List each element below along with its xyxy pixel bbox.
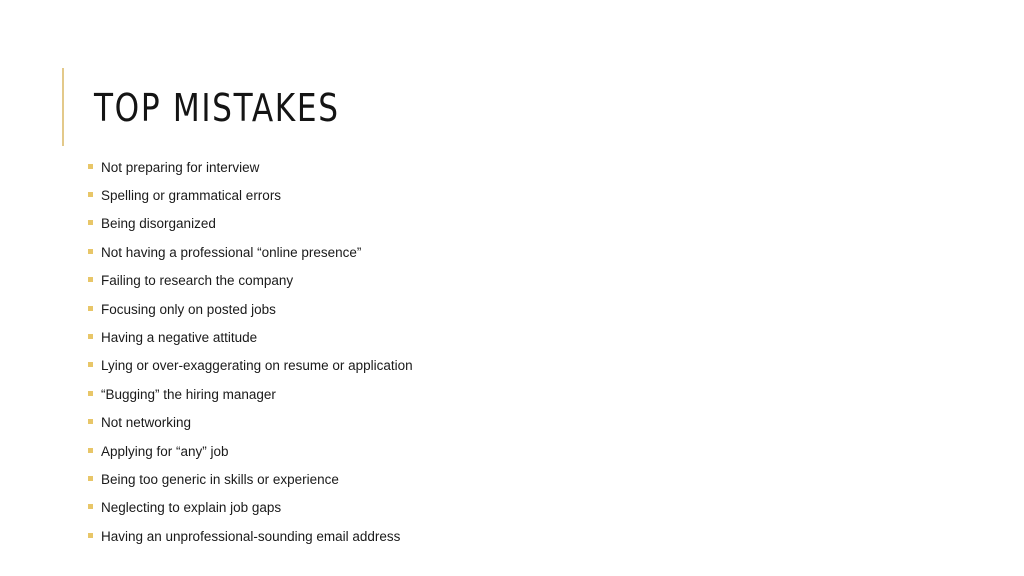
bullet-item — [88, 210, 413, 238]
bullet-item — [88, 267, 413, 295]
square-bullet-icon — [88, 164, 93, 169]
bullet-item — [88, 181, 413, 209]
bullet-item — [88, 465, 413, 493]
bullet-text: Applying for “any” job — [101, 443, 229, 459]
square-bullet-icon — [88, 192, 93, 197]
square-bullet-icon — [88, 220, 93, 225]
bullet-item — [88, 437, 413, 465]
square-bullet-icon — [88, 476, 93, 481]
bullet-text: Spelling or grammatical errors — [101, 188, 282, 204]
bullet-item — [88, 522, 413, 550]
square-bullet-icon — [88, 249, 93, 254]
bullet-text: Having an unprofessional-sounding email address — [101, 528, 401, 544]
bullet-list — [88, 153, 413, 550]
square-bullet-icon — [88, 277, 93, 282]
square-bullet-icon — [88, 419, 93, 424]
title-accent-bar — [62, 68, 64, 146]
bullet-text: Having a negative attitude — [101, 330, 258, 346]
bullet-text: “Bugging” the hiring manager — [101, 386, 276, 402]
bullet-item — [88, 352, 413, 380]
square-bullet-icon — [88, 362, 93, 367]
bullet-item — [88, 323, 413, 351]
bullet-text: Neglecting to explain job gaps — [101, 500, 282, 516]
bullet-text: Being disorganized — [101, 216, 216, 232]
square-bullet-icon — [88, 391, 93, 396]
slide-title: TOP MISTAKES — [94, 86, 340, 130]
bullet-item — [88, 380, 413, 408]
bullet-item — [88, 153, 413, 181]
square-bullet-icon — [88, 504, 93, 509]
bullet-text: Not preparing for interview — [101, 159, 260, 175]
bullet-text: Not having a professional “online presence” — [101, 244, 362, 260]
bullet-item — [88, 238, 413, 266]
bullet-text: Failing to research the company — [101, 273, 294, 289]
bullet-text: Lying or over-exaggerating on resume or application — [101, 358, 413, 374]
bullet-text: Being too generic in skills or experience — [101, 471, 339, 487]
square-bullet-icon — [88, 306, 93, 311]
bullet-item — [88, 295, 413, 323]
square-bullet-icon — [88, 533, 93, 538]
bullet-item — [88, 409, 413, 437]
bullet-text: Not networking — [101, 415, 192, 431]
square-bullet-icon — [88, 334, 93, 339]
square-bullet-icon — [88, 448, 93, 453]
bullet-text: Focusing only on posted jobs — [101, 301, 276, 317]
bullet-item — [88, 494, 413, 522]
